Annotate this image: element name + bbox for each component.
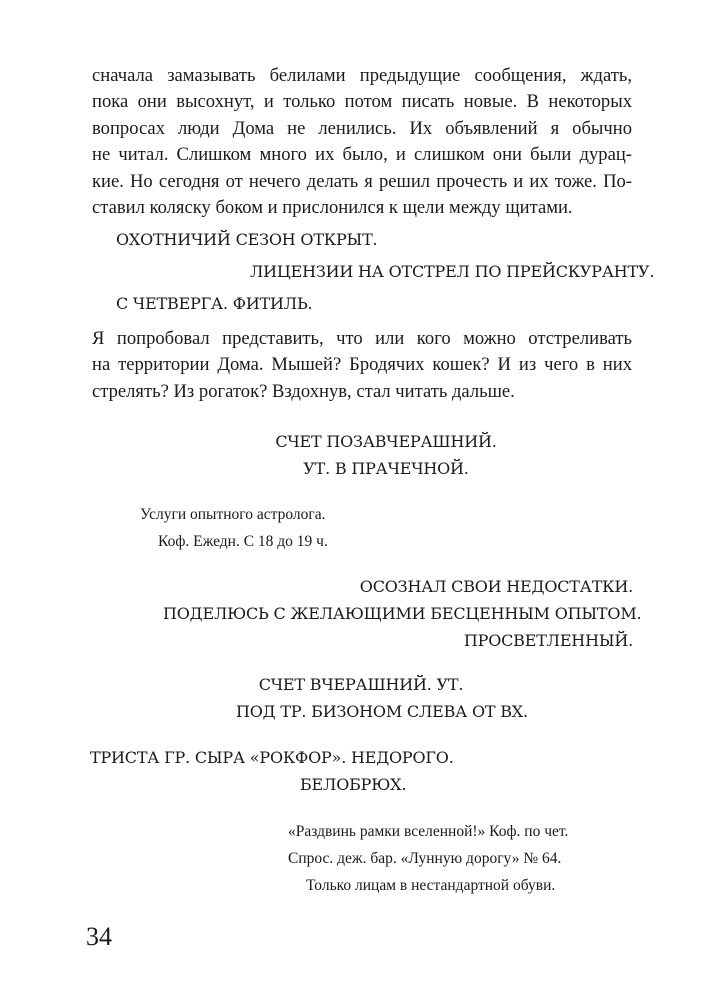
page-number: 34 — [86, 922, 112, 951]
notice-licenses: ЛИЦЕНЗИИ НА ОТСТРЕЛ ПО ПРЕЙСКУРАНТУ. — [250, 262, 655, 281]
notice-line: Только лицам в нестандартной обуви. — [306, 877, 556, 894]
notice-line: ОСОЗНАЛ СВОИ НЕДОСТАТКИ. — [359, 577, 633, 596]
notice-line: СЧЕТ ПОЗАВЧЕРАШНИЙ. — [275, 432, 497, 451]
notice-line: ПРОСВЕТЛЕННЫЙ. — [463, 631, 633, 650]
notice-roquefort — [90, 744, 454, 798]
paragraph-line: ставил коляску боком и прислонился к щели между щитами. — [92, 197, 573, 219]
notice-line: Коф. Ежедн. С 18 до 19 ч. — [158, 533, 328, 550]
notice-score-yesterday — [236, 671, 528, 725]
notice-hunting-season: ОХОТНИЧИЙ СЕЗОН ОТКРЫТ. — [116, 230, 378, 249]
notice-line: СЧЕТ ВЧЕРАШНИЙ. УТ. — [258, 675, 464, 694]
notice-score-day-before — [236, 428, 536, 482]
paragraph-1 — [92, 63, 632, 221]
notice-line: УТ. В ПРАЧЕЧНОЙ. — [303, 459, 469, 478]
notice-line: БЕЛОБРЮХ. — [300, 775, 407, 794]
paragraph-line: пока они высохнут, и только потом писать новые. В некоторых — [92, 91, 632, 113]
notice-universe — [288, 818, 618, 899]
notice-line: Спрос. деж. бар. «Лунную дорогу» № 64. — [288, 850, 562, 867]
paragraph-line: на территории Дома. Мышей? Бродячих кошек? И из чего в них — [92, 354, 632, 376]
paragraph-line: Я попробовал представить, что или кого можно отстреливать — [92, 328, 632, 349]
notice-astrologer — [140, 501, 328, 555]
notice-line: Услуги опытного астролога. — [140, 506, 326, 523]
notice-line: ПОД ТР. БИЗОНОМ СЛЕВА ОТ ВХ. — [236, 702, 528, 721]
paragraph-line: кие. Но сегодня от нечего делать я решил прочесть и их тоже. По- — [92, 170, 632, 192]
notice-line: ТРИСТА ГР. СЫРА «РОКФОР». НЕДОРОГО. — [90, 748, 454, 767]
paragraph-line: сначала замазывать белилами предыдущие сообщения, ждать, — [92, 65, 632, 86]
notice-line: «Раздвинь рамки вселенной!» Коф. по чет. — [288, 823, 569, 840]
notice-enlightened — [163, 573, 642, 654]
notice-line: ПОДЕЛЮСЬ С ЖЕЛАЮЩИМИ БЕСЦЕННЫМ ОПЫТОМ. — [163, 604, 642, 623]
paragraph-line: вопросах люди Дома не ленились. Их объявлений я обычно — [92, 117, 632, 139]
paragraph-line: стрелять? Из рогаток? Вздохнув, стал читать дальше. — [92, 380, 515, 402]
paragraph-line: не читал. Слишком много их было, и слишком они были дурац- — [92, 144, 632, 166]
notice-from-thursday: С ЧЕТВЕРГА. ФИТИЛЬ. — [116, 294, 313, 313]
paragraph-2 — [92, 326, 632, 405]
